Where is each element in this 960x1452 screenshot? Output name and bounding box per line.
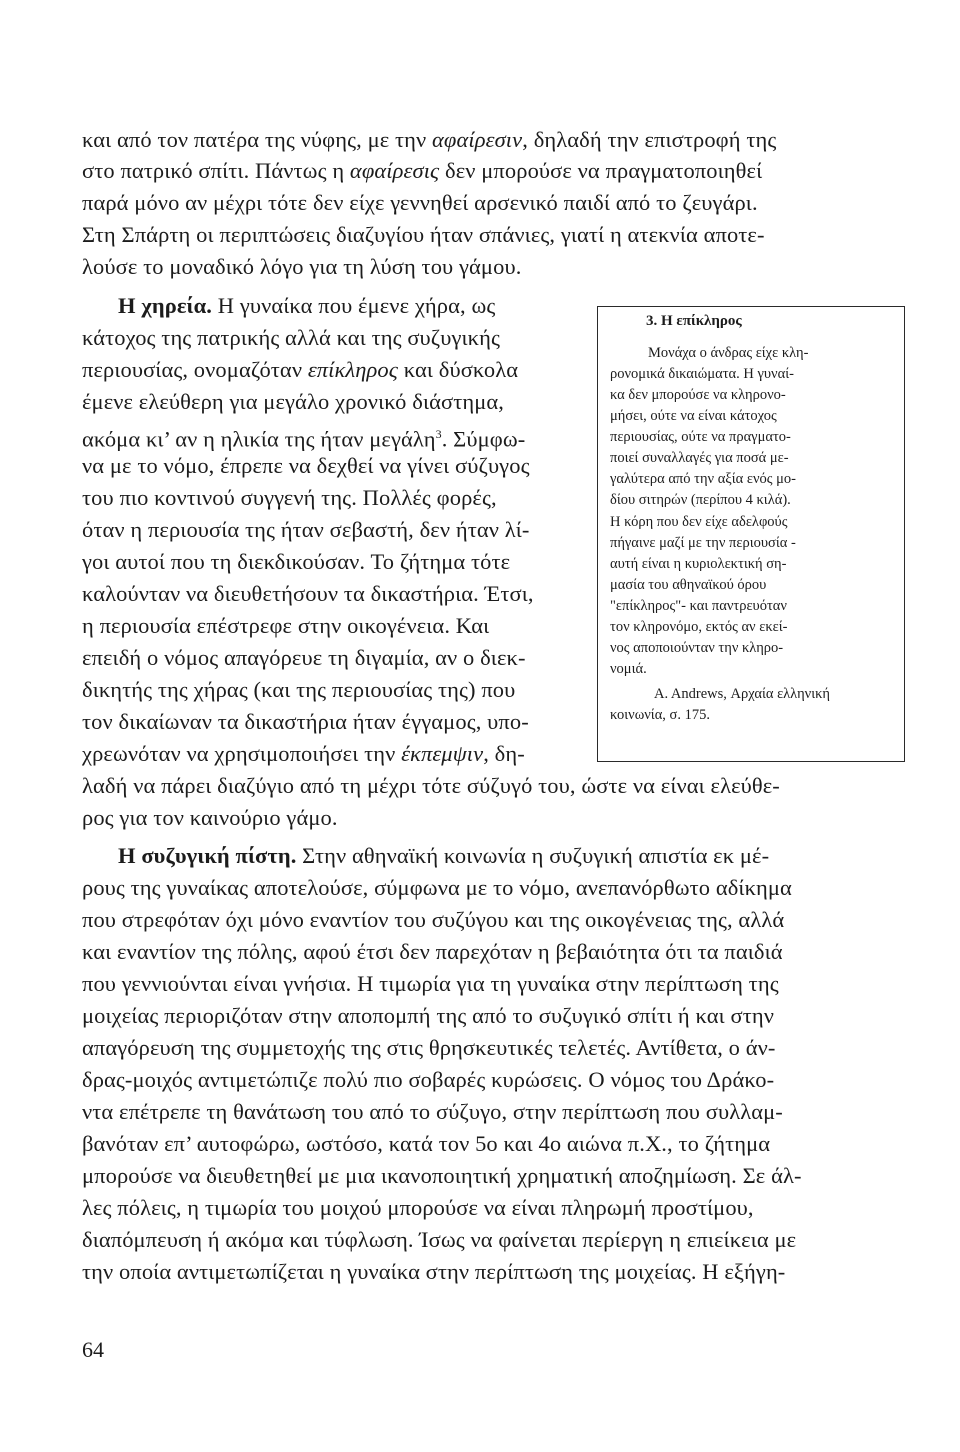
text-line <box>82 156 762 186</box>
text-line: του πιο κοντινού συγγενή της. Πολλές φορές, <box>82 485 497 510</box>
sidebar-box-epikliros <box>597 306 905 762</box>
text-line: τον δικαίωναν τα δικαστήρια ήταν έγγαμος, υπο- <box>82 709 529 734</box>
sidebar-line: "επίκληρος"- και παντρευόταν <box>610 598 787 614</box>
text-line: που στρεφόταν όχι μόνο εναντίον του συζύγου και της οικογένειας της, αλλά <box>82 907 785 932</box>
sidebar-line: γαλύτερα από την αξία ενός μο- <box>610 471 797 487</box>
text-run: χρεωνόταν να χρησιμοποιήσει την <box>82 741 402 766</box>
sidebar-source: κοινωνία, σ. 175. <box>610 707 710 723</box>
page-number: 64 <box>82 1337 104 1362</box>
text-run: δεν μπορούσε να πραγματοποιηθεί <box>439 158 763 183</box>
text-line: παρά μόνο αν μέχρι τότε δεν είχε γεννηθεί αρσενικό παιδί από το ζευγάρι. <box>82 190 758 215</box>
text-line <box>118 841 769 871</box>
text-run: . Σύμφω- <box>441 426 526 452</box>
text-run: και δύσκολα <box>398 357 519 382</box>
section-heading-marital-fidelity: Η συζυγική πίστη. <box>118 843 297 868</box>
sidebar-line: πήγαινε μαζί με την περιουσία - <box>610 535 796 551</box>
sidebar-line: Μονάχα ο άνδρας είχε κλη- <box>648 345 809 361</box>
text-line: μπορούσε να διευθετηθεί με μια ικανοποιητική χρηματική αποζημίωση. Σε άλ- <box>82 1163 802 1188</box>
text-run: περιουσίας, ονομαζόταν <box>82 357 308 382</box>
text-line <box>82 419 525 455</box>
text-line: έμενε ελεύθερη για μεγάλο χρονικό διάστημα, <box>82 389 504 414</box>
text-line: την οποία αντιμετωπίζεται η γυναίκα στην περίπτωση της μοιχείας. Η εξήγη- <box>82 1259 786 1284</box>
text-line: κάτοχος της πατρικής αλλά και της συζυγικής <box>82 325 500 350</box>
text-line: ρος για τον καινούριο γάμο. <box>82 805 338 830</box>
text-line: η περιουσία επέστρεφε στην οικογένεια. Και <box>82 613 490 638</box>
section-heading-widowhood: Η χηρεία. <box>118 293 213 318</box>
text-line: ρους της γυναίκας αποτελούσε, σύμφωνα με το νόμο, ανεπανόρθωτο αδίκημα <box>82 875 792 900</box>
sidebar-line: περιουσίας, ούτε να πραγματο- <box>610 429 791 445</box>
text-line: μοιχείας περιοριζόταν στην αποπομπή της από το συζυγικό σπίτι ή και στην <box>82 1003 775 1028</box>
text-line: γοι αυτοί που τη διεκδικούσαν. Το ζήτημα τότε <box>82 549 511 574</box>
sidebar-source: A. Andrews, Αρχαία ελληνική <box>654 686 831 702</box>
sidebar-line: ποιεί συναλλαγές για ποσά με- <box>610 450 789 466</box>
sidebar-line: νος αποποιούνταν την κληρο- <box>610 640 784 656</box>
italic-term: επίκληρος <box>307 357 399 382</box>
text-run: Η γυναίκα που έμενε χήρα, ως <box>212 293 496 318</box>
text-line: λούσε το μοναδικό λόγο για τη λύση του γάμου. <box>82 254 522 279</box>
sidebar-line: τον κληρονόμο, εκτός αν εκεί- <box>610 619 788 635</box>
italic-term: έκπεμψιν <box>401 741 484 766</box>
text-line: απαγόρευση της συμμετοχής της στις θρησκευτικές τελετές. Αντίθετα, ο άν- <box>82 1035 776 1060</box>
text-line: καλούνταν να διευθετήσουν τα δικαστήρια. Έτσι, <box>82 581 534 606</box>
text-line: βανόταν επ’ αυτοφώρω, ωστόσο, κατά τον 5ο και 4ο αιώνα π.Χ., το ζήτημα <box>82 1131 771 1156</box>
sidebar-title: 3. Η επίκληρος <box>646 313 742 329</box>
text-line <box>82 355 518 385</box>
text-line: Στη Σπάρτη οι περιπτώσεις διαζυγίου ήταν σπάνιες, γιατί η ατεκνία αποτε- <box>82 222 765 247</box>
text-line: να με το νόμο, έπρεπε να δεχθεί να γίνει σύζυγος <box>82 453 530 478</box>
sidebar-line: Η κόρη που δεν είχε αδελφούς <box>610 514 788 530</box>
sidebar-line: δίου σιτηρών (περίπου 4 κιλά). <box>610 492 791 508</box>
text-line: λαδή να πάρει διαζύγιο από τη μέχρι τότε σύζυγό του, ώστε να είναι ελεύθε- <box>82 773 780 798</box>
italic-term: αφαίρεσις <box>349 158 440 183</box>
footnote-marker: 3 <box>435 427 442 441</box>
text-line: δικητής της χήρας (και της περιουσίας της) που <box>82 677 516 702</box>
sidebar-line: νομιά. <box>610 661 647 677</box>
text-run: , δηλαδή την επιστροφή της <box>522 127 777 152</box>
text-run: και από τον πατέρα της νύφης, με την <box>82 127 433 152</box>
text-line: όταν η περιουσία της ήταν σεβαστή, δεν ήταν λί- <box>82 517 530 542</box>
sidebar-line: μασία του αθηναϊκού όρου <box>610 577 767 593</box>
text-run: στο πατρικό σπίτι. Πάντως η <box>82 158 350 183</box>
text-line: λες πόλεις, η τιμωρία του μοιχού μπορούσε να είναι πληρωμή προστίμου, <box>82 1195 754 1220</box>
text-line: ντα επέτρεπε τη θανάτωση του από το σύζυγο, στην περίπτωση που συλλαμ- <box>82 1099 783 1124</box>
text-line <box>118 291 495 321</box>
text-line: επειδή ο νόμος απαγόρευε τη διγαμία, αν ο διεκ- <box>82 645 526 670</box>
text-run: , δη- <box>483 741 525 766</box>
text-line: δρας-μοιχός αντιμετώπιζε πολύ πιο σοβαρές κυρώσεις. Ο νόμος του Δράκο- <box>82 1067 775 1092</box>
sidebar-line: κα δεν μπορούσε να κληρονο- <box>610 387 786 403</box>
text-run: ακόμα κι’ αν η ηλικία της ήταν μεγάλη <box>82 426 436 452</box>
text-line <box>82 125 776 155</box>
text-line <box>82 739 525 769</box>
sidebar-line: αυτή είναι η κυριολεκτική ση- <box>610 556 787 572</box>
sidebar-line: μήσει, ούτε να είναι κάτοχος <box>610 408 777 424</box>
sidebar-line: ρονομικά δικαιώματα. Η γυναί- <box>610 366 794 382</box>
text-line: διαπόμπευση ή ακόμα και τύφλωση. Ίσως να φαίνεται περίεργη η επιείκεια με <box>82 1227 797 1252</box>
text-run: Στην αθηναϊκή κοινωνία η συζυγική απιστία εκ μέ- <box>296 843 770 868</box>
text-line: που γεννιούνται είναι γνήσια. Η τιμωρία για τη γυναίκα στην περίπτωση της <box>82 971 779 996</box>
italic-term: αφαίρεσιν <box>432 127 523 152</box>
text-line: και εναντίον της πόλης, αφού έτσι δεν παρεχόταν η βεβαιότητα ότι τα παιδιά <box>82 939 783 964</box>
